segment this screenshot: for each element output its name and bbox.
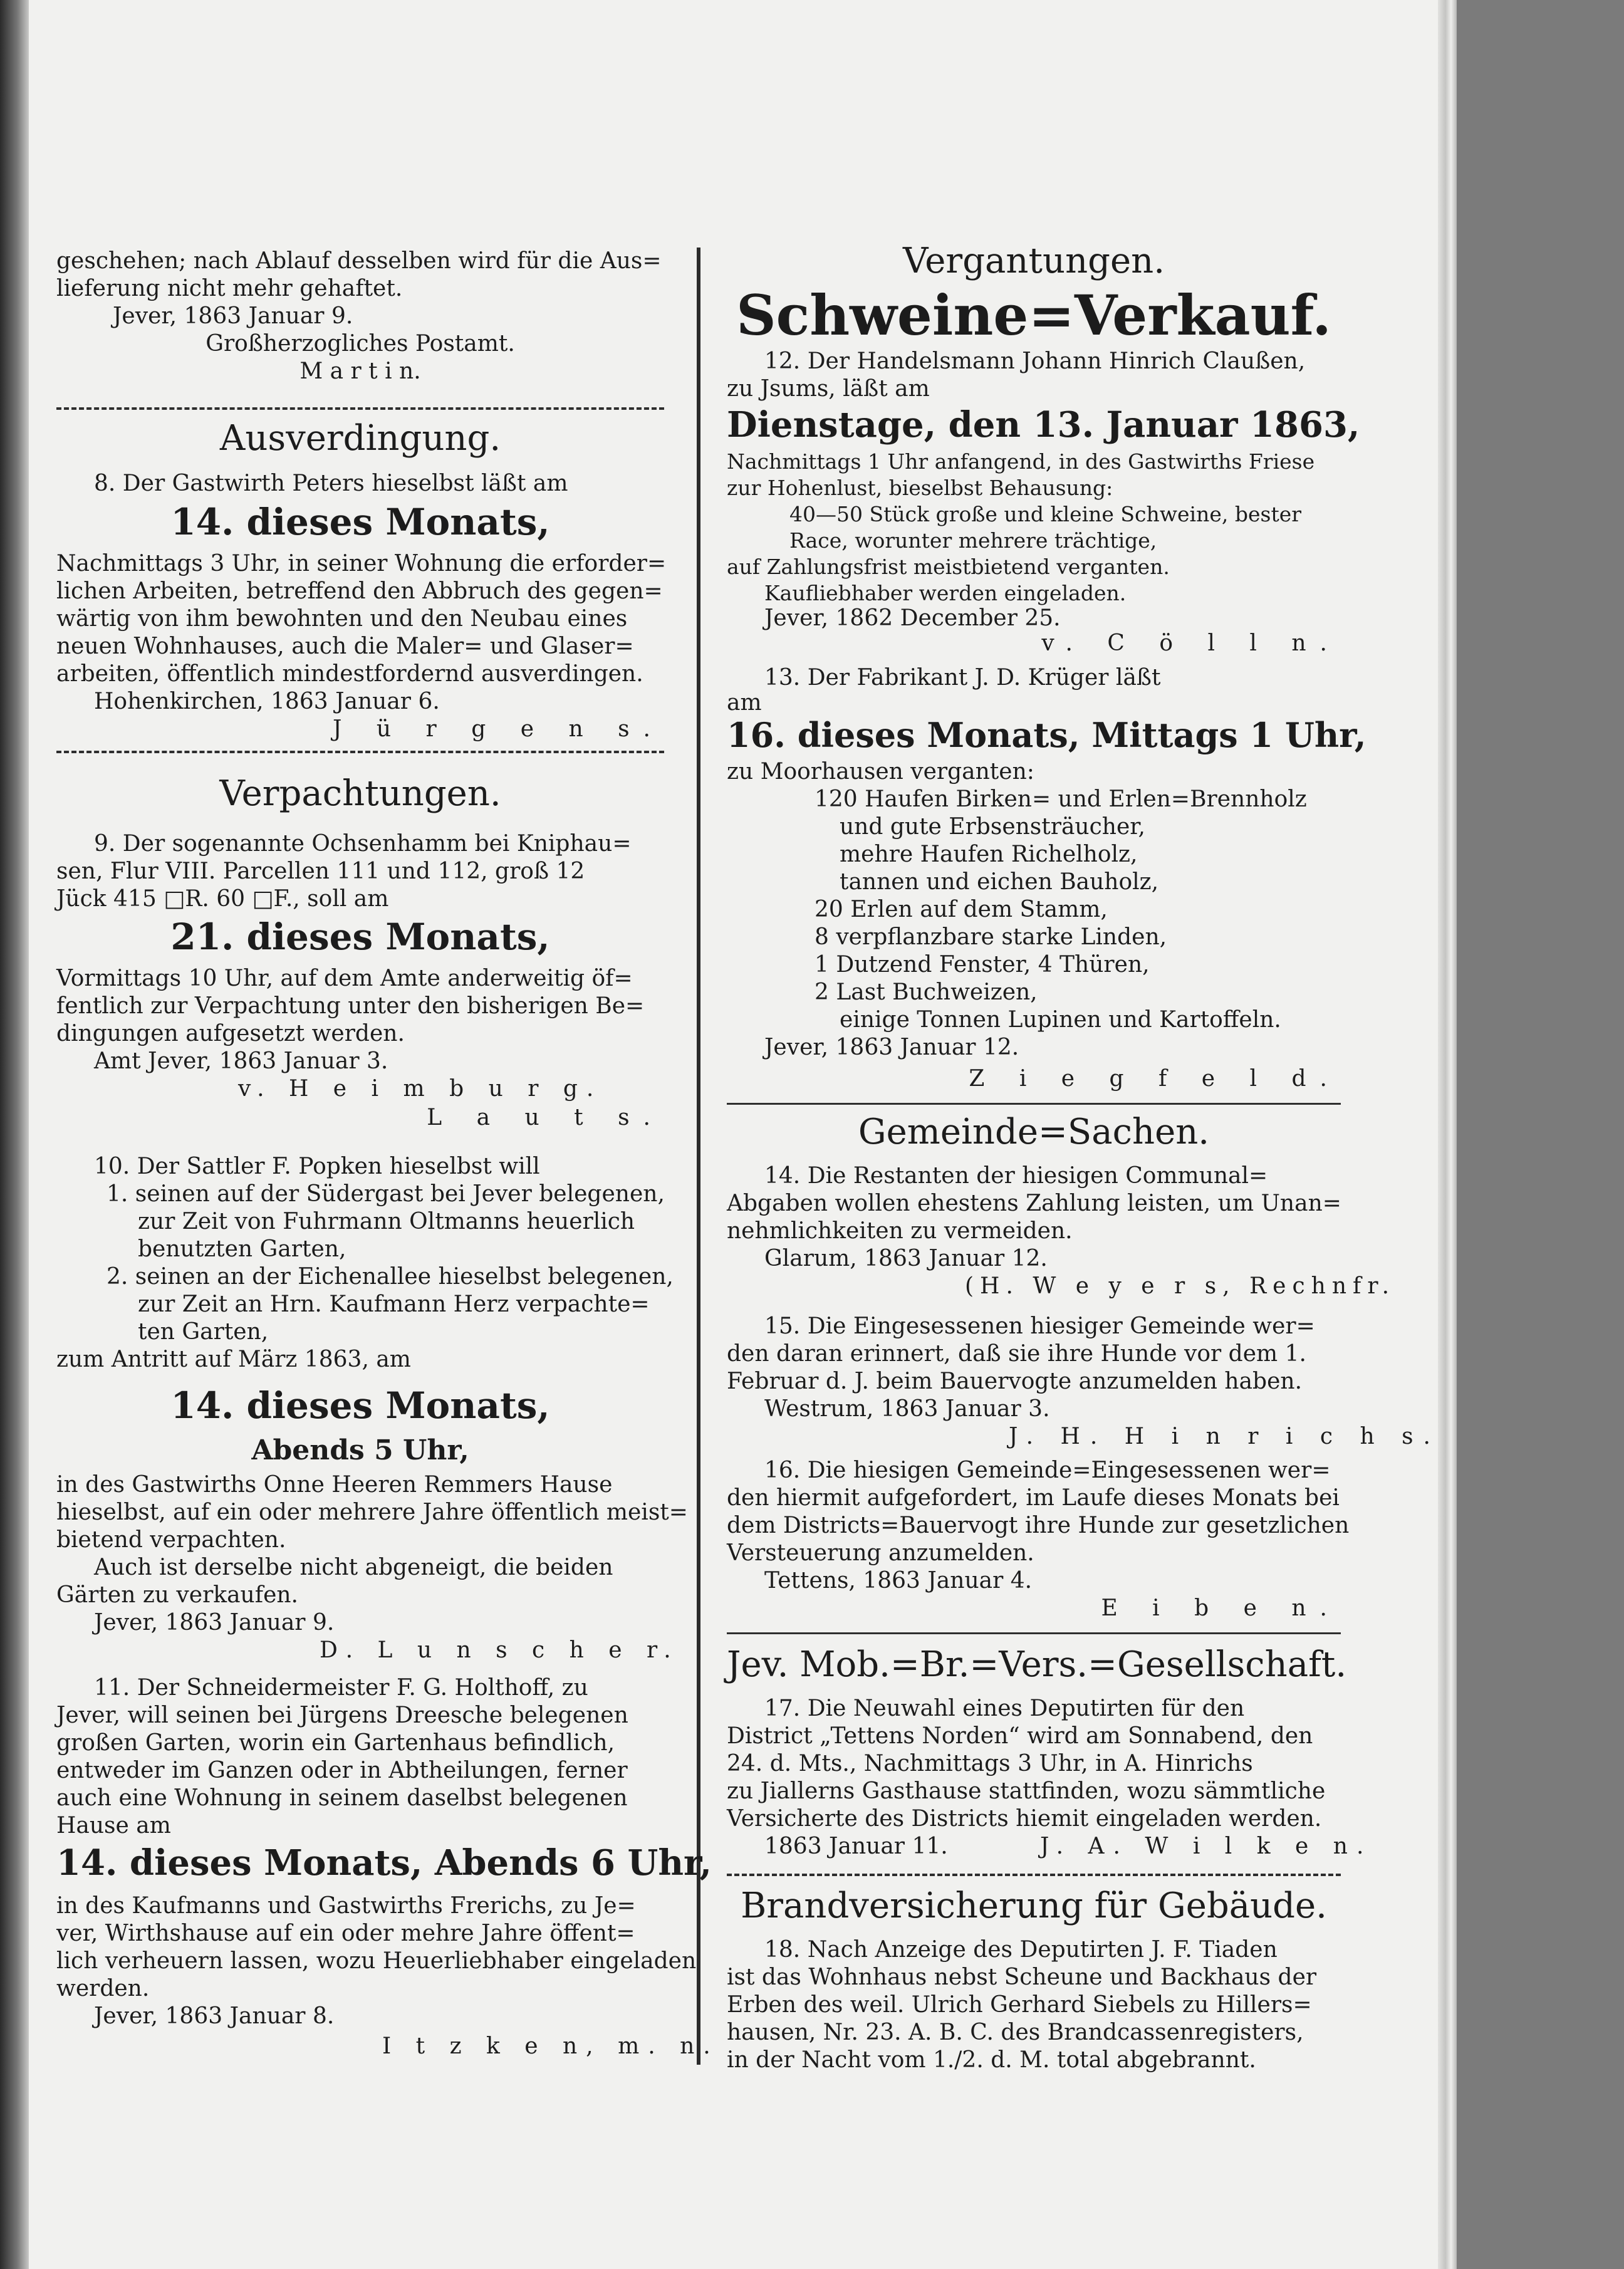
paragraph-line: auch eine Wohnung in seinem daselbst belegenen <box>56 1785 628 1811</box>
paragraph-line: zum Antritt auf März 1863, am <box>56 1347 411 1372</box>
paragraph-line: zur Hohenlust, bieselbst Behausung: <box>727 476 1113 500</box>
paragraph-line: 16. Die hiesigen Gemeinde=Eingesessenen wer= <box>764 1458 1331 1483</box>
paragraph-line: Hause am <box>56 1813 171 1839</box>
paragraph-line: den daran erinnert, daß sie ihre Hunde vor dem 1. <box>727 1341 1306 1367</box>
signature: J ü r g e n s. <box>333 716 664 742</box>
paragraph-line: in der Nacht vom 1./2. d. M. total abgebrannt. <box>727 2047 1256 2073</box>
binding-shadow <box>0 0 29 2269</box>
paragraph-line: 11. Der Schneidermeister F. G. Holthoff, zu <box>94 1675 588 1701</box>
section-rule <box>56 407 664 410</box>
date-heading: 14. dieses Monats, <box>170 501 550 543</box>
paragraph-line: 18. Nach Anzeige des Deputirten J. F. Tiaden <box>764 1937 1278 1963</box>
signature: Z i e g f e l d. <box>969 1066 1341 1092</box>
signature: J. A. W i l k e n. <box>1040 1833 1373 1859</box>
place-date: Jever, 1863 Januar 8. <box>94 2003 335 2029</box>
paragraph-line: lichen Arbeiten, betreffend den Abbruch des gegen= <box>56 578 663 604</box>
paragraph-line: 14. Die Restanten der hiesigen Communal= <box>764 1163 1268 1189</box>
date-heading: 14. dieses Monats, Abends 6 Uhr, <box>56 1842 712 1884</box>
paragraph-line: den hiermit aufgefordert, im Laufe dieses Monats bei <box>727 1485 1340 1511</box>
section-rule <box>727 1103 1341 1105</box>
list-item: einige Tonnen Lupinen und Kartoffeln. <box>840 1007 1281 1033</box>
paragraph-line: 24. d. Mts., Nachmittags 3 Uhr, in A. Hinrichs <box>727 1751 1253 1776</box>
list-item: zur Zeit an Hrn. Kaufmann Herz verpachte= <box>138 1291 650 1317</box>
paragraph-line: arbeiten, öffentlich mindestfordernd ausverdingen. <box>56 661 643 687</box>
paragraph-line: 13. Der Fabrikant J. D. Krüger läßt <box>764 665 1161 691</box>
signature: I t z k e n, m. n. <box>382 2033 719 2059</box>
list-item: und gute Erbsensträucher, <box>840 814 1145 840</box>
paragraph-line: auf Zahlungsfrist meistbietend verganten. <box>727 555 1170 579</box>
list-item: tannen und eichen Bauholz, <box>840 869 1159 895</box>
paragraph-line: Februar d. J. beim Bauervogte anzumelden haben. <box>727 1369 1303 1394</box>
place-date: Tettens, 1863 Januar 4. <box>764 1568 1033 1594</box>
date-heading: 14. dieses Monats, <box>170 1384 550 1427</box>
list-item: 2. seinen an der Eichenallee hieselbst belegenen, <box>107 1264 674 1290</box>
paragraph-line: Kaufliebhaber werden eingeladen. <box>764 581 1127 605</box>
place-date: Jever, 1863 Januar 9. <box>94 1610 335 1635</box>
section-heading-ausverdingung: Ausverdingung. <box>219 418 501 459</box>
paragraph-line: bietend verpachten. <box>56 1527 286 1553</box>
place-date: Jever, 1862 December 25. <box>764 605 1061 631</box>
page-edge <box>1438 0 1457 2269</box>
paragraph-line: lich verheuern lassen, wozu Heuerliebhaber eingeladen <box>56 1948 697 1974</box>
paragraph-line: Versteuerung anzumelden. <box>727 1540 1034 1566</box>
section-subheading: Schweine=Verkauf. <box>736 283 1331 348</box>
place-date: Glarum, 1863 Januar 12. <box>764 1246 1048 1271</box>
section-rule <box>727 1874 1341 1876</box>
intro-line: geschehen; nach Ablauf desselben wird für die Aus= <box>56 248 662 274</box>
intro-line: lieferung nicht mehr gehaftet. <box>56 276 403 301</box>
paragraph-line: fentlich zur Verpachtung unter den bisherigen Be= <box>56 993 645 1019</box>
place-date: Westrum, 1863 Januar 3. <box>764 1396 1050 1422</box>
paragraph-line: dem Districts=Bauervogt ihre Hunde zur gesetzlichen <box>727 1513 1350 1538</box>
section-heading-brand: Brandversicherung für Gebäude. <box>741 1886 1327 1926</box>
list-item: zur Zeit von Fuhrmann Oltmanns heuerlich <box>138 1209 635 1234</box>
list-item: 120 Haufen Birken= und Erlen=Brennholz <box>815 786 1307 812</box>
place-date: Hohenkirchen, 1863 Januar 6. <box>94 689 440 714</box>
date-heading: 21. dieses Monats, <box>170 915 550 958</box>
paragraph-line: zu Jsums, läßt am <box>727 376 930 402</box>
paragraph-line: ver, Wirthshause auf ein oder mehre Jahre öffent= <box>56 1921 635 1946</box>
time-heading: Abends 5 Uhr, <box>251 1434 469 1466</box>
paragraph-line: Gärten zu verkaufen. <box>56 1582 298 1608</box>
paragraph-line: hausen, Nr. 23. A. B. C. des Brandcassenregisters, <box>727 2020 1304 2045</box>
signature: v. H e i m b u r g. <box>238 1076 603 1102</box>
list-item: 8 verpflanzbare starke Linden, <box>815 924 1167 950</box>
paragraph-line: Auch ist derselbe nicht abgeneigt, die beiden <box>94 1555 613 1580</box>
intro-place: Jever, 1863 Januar 9. <box>113 303 353 329</box>
signature: v. C ö l l n. <box>1041 630 1341 656</box>
list-item: benutzten Garten, <box>138 1236 346 1262</box>
list-item: 2 Last Buchweizen, <box>815 979 1038 1005</box>
paragraph-line: 9. Der sogenannte Ochsenhamm bei Kniphau= <box>94 831 632 857</box>
paragraph-line: Jück 415 □R. 60 □F., soll am <box>56 886 389 912</box>
paragraph-line: Nachmittags 1 Uhr anfangend, in des Gastwirths Friese <box>727 449 1315 474</box>
place-date: 1863 Januar 11. <box>764 1833 948 1859</box>
date-heading: 16. dieses Monats, Mittags 1 Uhr, <box>727 715 1366 755</box>
paragraph-line: werden. <box>56 1976 150 2001</box>
signature: E i b e n. <box>1101 1595 1341 1621</box>
signature: D. L u n s c h e r. <box>320 1637 680 1663</box>
section-heading-gemeinde: Gemeinde=Sachen. <box>858 1112 1210 1152</box>
paragraph-line: nehmlichkeiten zu vermeiden. <box>727 1218 1073 1244</box>
paragraph-line: dingungen aufgesetzt werden. <box>56 1021 405 1046</box>
paragraph-line: in des Kaufmanns und Gastwirths Frerichs, zu Je= <box>56 1893 636 1919</box>
paragraph-line: 10. Der Sattler F. Popken hieselbst will <box>94 1154 540 1179</box>
place-date: Amt Jever, 1863 Januar 3. <box>94 1048 388 1074</box>
location-line: zu Moorhausen verganten: <box>727 759 1034 785</box>
paragraph-line: Jever, will seinen bei Jürgens Dreesche belegenen <box>56 1703 628 1728</box>
paragraph-line: Nachmittags 3 Uhr, in seiner Wohnung die erforder= <box>56 551 667 576</box>
paragraph-line: sen, Flur VIII. Parcellen 111 und 112, groß 12 <box>56 858 585 884</box>
paragraph-line: 8. Der Gastwirth Peters hieselbst läßt am <box>94 471 568 496</box>
section-heading-vergantungen: Vergantungen. <box>902 241 1165 281</box>
list-item: ten Garten, <box>138 1319 269 1345</box>
signature: (H. W e y e r s, Rechnfr. <box>965 1273 1396 1299</box>
list-item: mehre Haufen Richelholz, <box>840 842 1138 867</box>
paragraph-line: wärtig von ihm bewohnten und den Neubau eines <box>56 606 628 632</box>
paragraph-line: Race, worunter mehrere trächtige, <box>789 528 1157 553</box>
column-divider <box>697 248 700 2065</box>
paragraph-line: Abgaben wollen ehestens Zahlung leisten, um Unan= <box>727 1191 1341 1216</box>
list-item: 1. seinen auf der Südergast bei Jever belegenen, <box>107 1181 665 1207</box>
paragraph-line: großen Garten, worin ein Gartenhaus befindlich, <box>56 1730 615 1756</box>
paragraph-line: entweder im Ganzen oder in Abtheilungen, ferner <box>56 1758 628 1783</box>
paragraph-line: Erben des weil. Ulrich Gerhard Siebels zu Hillers= <box>727 1992 1312 2018</box>
paragraph-line: 12. Der Handelsmann Johann Hinrich Claußen, <box>764 348 1306 374</box>
place-date: Jever, 1863 Januar 12. <box>764 1035 1019 1060</box>
list-item: 1 Dutzend Fenster, 4 Thüren, <box>815 952 1150 978</box>
section-heading-verpachtungen: Verpachtungen. <box>219 773 501 814</box>
paragraph-line: hieselbst, auf ein oder mehrere Jahre öffentlich meist= <box>56 1500 688 1525</box>
paragraph-line: am <box>727 690 762 716</box>
paragraph-line: Vormittags 10 Uhr, auf dem Amte anderweitig öf= <box>56 966 633 991</box>
paragraph-line: Versicherte des Districts hiemit eingeladen werden. <box>727 1806 1322 1832</box>
section-rule <box>56 751 664 753</box>
signature: J. H. H i n r i c h s. <box>1009 1424 1440 1449</box>
paragraph-line: 40—50 Stück große und kleine Schweine, bester <box>789 502 1302 526</box>
paragraph-line: 15. Die Eingesessenen hiesiger Gemeinde wer= <box>764 1313 1315 1339</box>
signature: L a u t s. <box>427 1105 664 1130</box>
paragraph-line: 17. Die Neuwahl eines Deputirten für den <box>764 1696 1245 1721</box>
paragraph-line: ist das Wohnhaus nebst Scheune und Backhaus der <box>727 1964 1317 1990</box>
paragraph-line: in des Gastwirths Onne Heeren Remmers Hause <box>56 1472 613 1498</box>
intro-sign: M a r t i n. <box>299 358 421 384</box>
section-heading-mobilien: Jev. Mob.=Br.=Vers.=Gesellschaft. <box>727 1644 1347 1685</box>
date-heading: Dienstage, den 13. Januar 1863, <box>727 404 1360 446</box>
paragraph-line: District „Tettens Norden“ wird am Sonnabend, den <box>727 1723 1313 1749</box>
paragraph-line: neuen Wohnhauses, auch die Maler= und Glaser= <box>56 634 634 659</box>
list-item: 20 Erlen auf dem Stamm, <box>815 897 1108 922</box>
section-rule <box>727 1632 1341 1634</box>
intro-office: Großherzogliches Postamt. <box>206 331 515 357</box>
paragraph-line: zu Jiallerns Gasthause stattfinden, wozu sämmtliche <box>727 1778 1326 1804</box>
